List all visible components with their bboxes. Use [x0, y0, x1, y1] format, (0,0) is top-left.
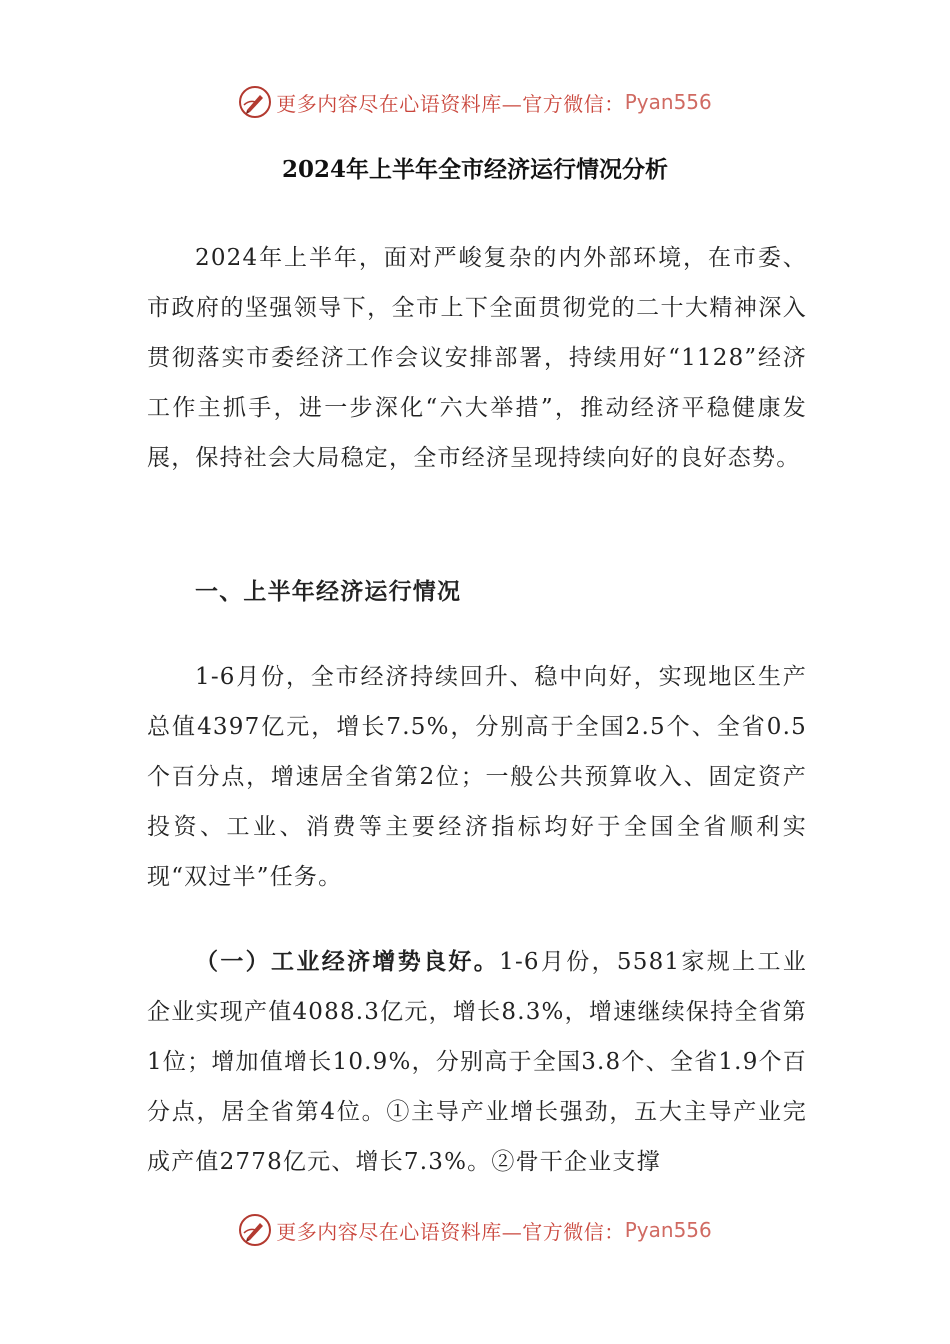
watermark-wechat-id: Pyan556 [624, 90, 712, 114]
pen-logo-icon [238, 85, 272, 119]
subsection-text: 1-6月份，5581家规上工业企业实现产值4088.3亿元，增长8.3%，增速继续保持全省第1位；增加值增长10.9%，分别高于全国3.8个、全省1.9个百分点，居全省第4位。①主导产业增长强劲，五大主导产业完成产值2778亿元、增长7.3%。②骨干企业支撑 [147, 949, 807, 1175]
intro-paragraph: 2024年上半年，面对严峻复杂的内外部环境，在市委、市政府的坚强领导下，全市上下全面贯彻党的二十大精神深入贯彻落实市委经济工作会议安排部署，持续用好“1128”经济工作主抓手，进一步深化“六大举措”，推动经济平稳健康发展，保持社会大局稳定，全市经济呈现持续向好的良好态势。 [147, 245, 807, 471]
section-heading: 一、上半年经济运行情况 [195, 578, 462, 605]
subsection-paragraph [147, 937, 807, 1187]
watermark-wechat-id: Pyan556 [624, 1218, 712, 1242]
subsection-lead: （一）工业经济增势良好。 [195, 948, 500, 975]
watermark-banner-top [0, 82, 950, 122]
watermark-banner-bottom [0, 1210, 950, 1250]
pen-logo-icon [238, 1213, 272, 1247]
document-title: 2024年上半年全市经济运行情况分析 [281, 156, 668, 183]
watermark-text: 更多内容尽在心语资料库—官方微信： [276, 91, 625, 116]
watermark-text: 更多内容尽在心语资料库—官方微信： [276, 1219, 625, 1244]
section-paragraph: 1-6月份，全市经济持续回升、稳中向好，实现地区生产总值4397亿元，增长7.5%，分别高于全国2.5个、全省0.5个百分点，增速居全省第2位；一般公共预算收入、固定资产投资、工业、消费等主要经济指标均好于全国全省顺利实现“双过半”任务。 [147, 664, 807, 890]
